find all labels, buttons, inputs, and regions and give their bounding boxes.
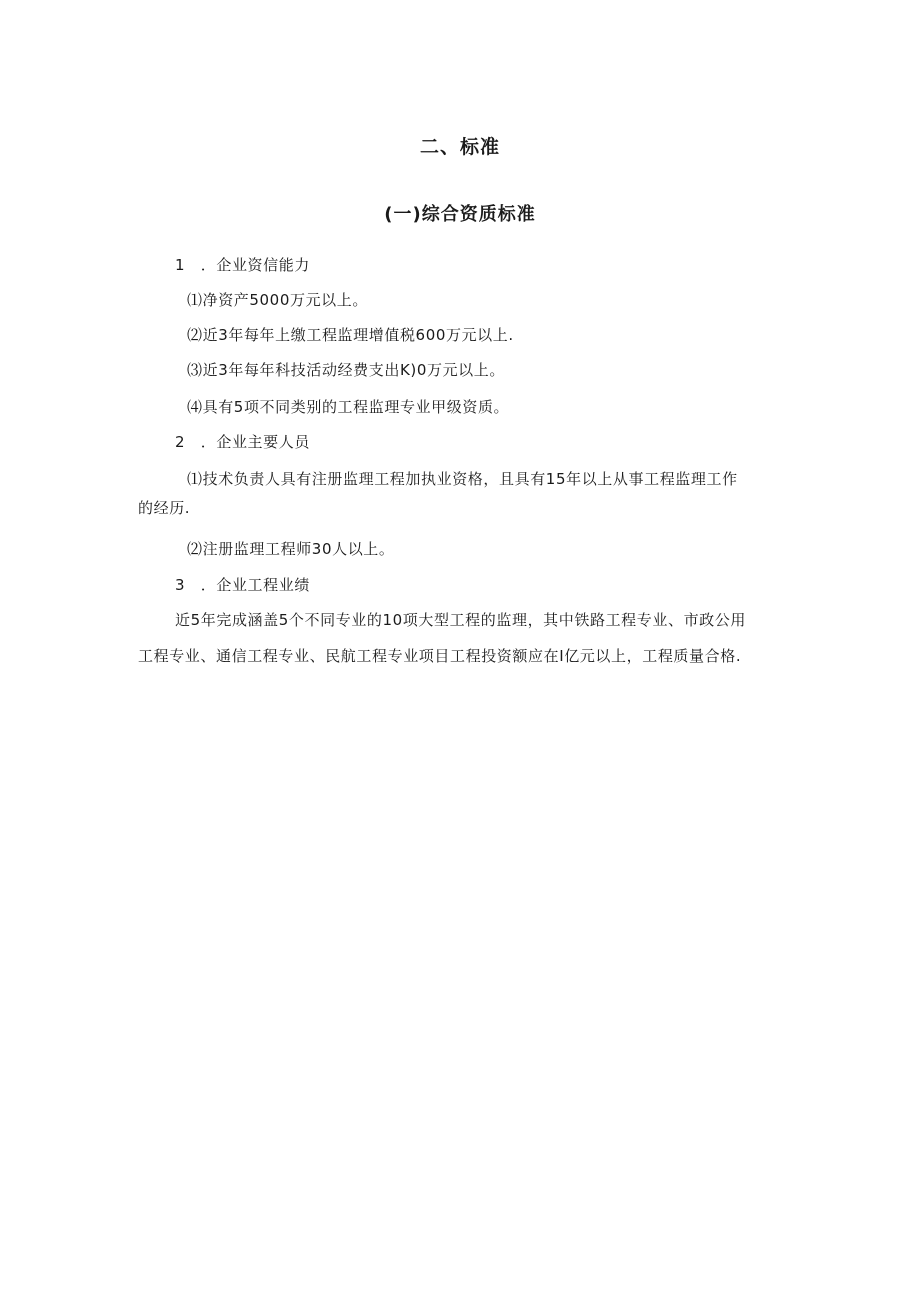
section-2-item-1-line-2: 的经历.: [138, 499, 191, 517]
section-subheading: (一)综合资质标准: [384, 204, 536, 225]
section-1-item-2: ⑵近3年每年上缴工程监理增值税600万元以上.: [187, 326, 514, 344]
section-3-paragraph-line-2: 工程专业、通信工程专业、民航工程专业项目工程投资额应在I亿元以上，工程质量合格.: [138, 647, 742, 665]
section-2-title: 2 ．企业主要人员: [175, 433, 310, 451]
section-2-item-1-line-1: ⑴技术负责人具有注册监理工程加执业资格，且具有15年以上从事工程监理工作: [187, 470, 738, 488]
section-1-item-1: ⑴净资产5000万元以上。: [187, 291, 368, 309]
page-heading: 二、标准: [419, 136, 500, 158]
section-3-paragraph-line-1: 近5年完成涵盖5个不同专业的10项大型工程的监理，其中铁路工程专业、市政公用: [175, 611, 746, 629]
section-1-title: 1 ．企业资信能力: [175, 256, 310, 274]
section-3-title: 3 ．企业工程业绩: [175, 576, 310, 594]
section-1-item-3: ⑶近3年每年科技活动经费支出K)0万元以上。: [187, 361, 505, 379]
section-1-item-4: ⑷具有5项不同类别的工程监理专业甲级资质。: [187, 398, 510, 416]
section-2-item-2: ⑵注册监理工程师30人以上。: [187, 540, 395, 558]
